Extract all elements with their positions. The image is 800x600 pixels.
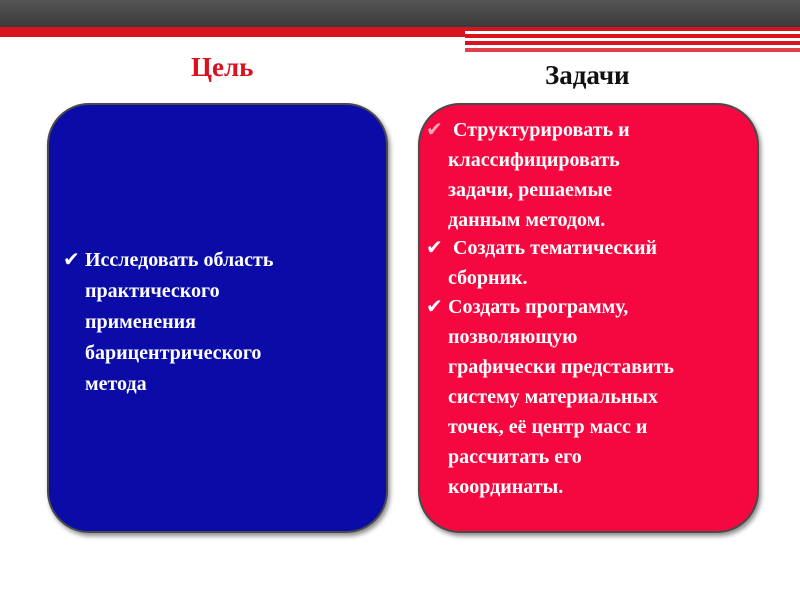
check-mark-icon: ✔ [426, 117, 443, 141]
task-3-line-3: графически представить [448, 356, 674, 378]
check-mark-icon: ✔ [63, 247, 80, 271]
task-1-line-1: Структурировать и [448, 119, 630, 141]
task-1-line-3: задачи, решаемые [448, 179, 613, 201]
task-3-line-4: систему материальных [448, 386, 659, 408]
goal-line-2: практического [85, 280, 220, 302]
goal-line-3: применения [85, 311, 196, 333]
task-2-line-1: Создать тематический [448, 237, 657, 259]
tasks-heading: Задачи [545, 60, 630, 90]
task-3-line-5: точек, её центр масс и [448, 416, 648, 438]
task-3-line-2: позволяющую [448, 326, 578, 348]
task-2-line-2: сборник. [448, 267, 528, 289]
goal-item [63, 244, 381, 400]
task-item-1 [426, 114, 756, 235]
task-3-line-1: Создать программу, [448, 296, 629, 318]
top-dark-bar [0, 0, 800, 27]
tasks-card [418, 103, 759, 533]
goal-line-5: метода [85, 373, 147, 395]
goal-line-4: барицентрического [85, 342, 262, 364]
goal-heading: Цель [191, 52, 254, 82]
task-3-line-6: рассчитать его [448, 446, 582, 468]
task-item-3 [426, 291, 756, 502]
task-1-line-2: классифицировать [448, 149, 620, 171]
decorative-stripes [465, 27, 800, 53]
task-item-2 [426, 232, 756, 293]
task-1-line-4: данным методом. [448, 209, 606, 231]
goal-line-1: Исследовать область [85, 249, 274, 271]
check-mark-icon: ✔ [426, 294, 443, 318]
task-3-line-7: координаты. [448, 476, 564, 498]
check-mark-icon: ✔ [426, 235, 443, 259]
goal-card [47, 103, 388, 533]
